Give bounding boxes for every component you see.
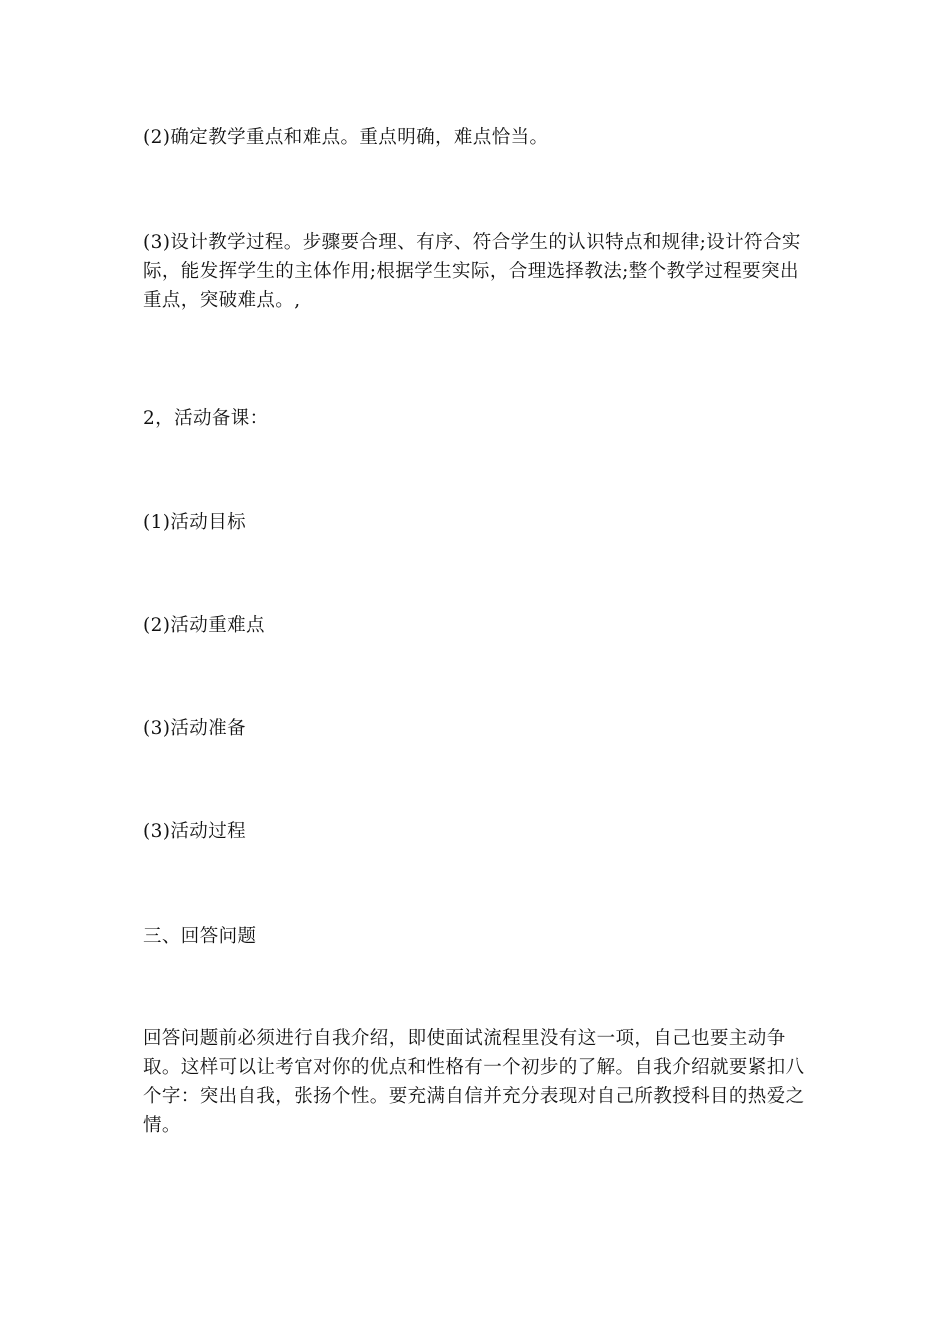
paragraph-activity-goal: (1)活动目标	[143, 512, 247, 533]
paragraph-teaching-focus: (2)确定教学重点和难点。重点明确，难点恰当。	[143, 127, 549, 148]
paragraph-teaching-process: (3)设计教学过程。步骤要合理、有序、符合学生的认识特点和规律;设计符合实际，能发挥学生的主体作用;根据学生实际，合理选择教法;整个教学过程要突出重点，突破难点。,	[143, 232, 801, 311]
section-heading-answer-questions: 三、回答问题	[143, 926, 257, 947]
paragraph-activity-process: (3)活动过程	[143, 821, 247, 842]
paragraph-activity-preparation: (3)活动准备	[143, 718, 247, 739]
paragraph-activity-key-points: (2)活动重难点	[143, 615, 265, 636]
paragraph-activity-prep-heading: 2，活动备课：	[143, 408, 269, 429]
paragraph-self-introduction: 回答问题前必须进行自我介绍，即使面试流程里没有这一项，自己也要主动争取。这样可以让考官对你的优点和性格有一个初步的了解。自我介绍就要紧扣八个字：突出自我，张扬个性。要充满自信并充分表现对自己所教授科目的热爱之情。	[143, 1028, 805, 1136]
